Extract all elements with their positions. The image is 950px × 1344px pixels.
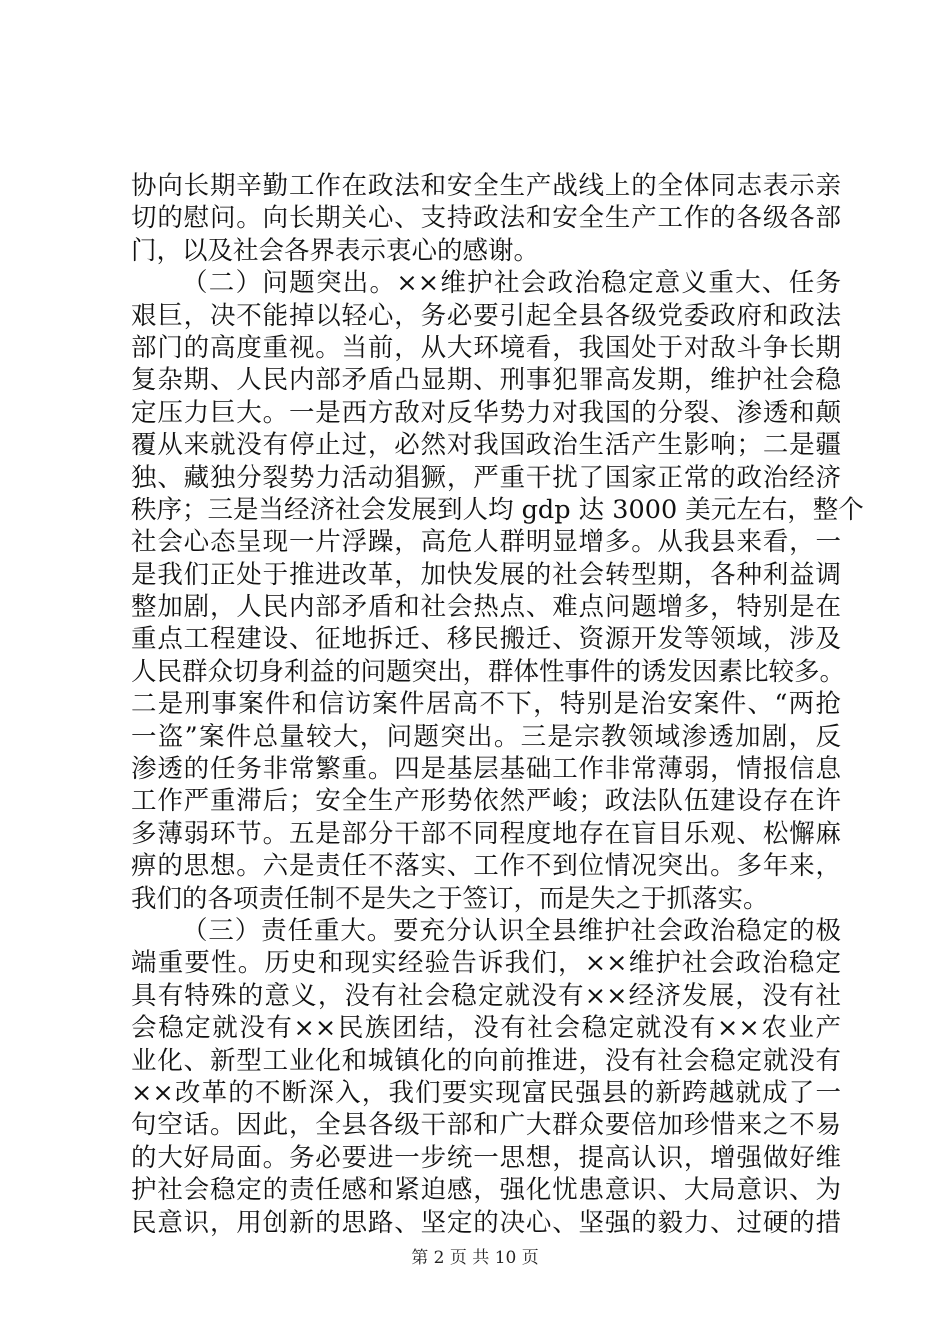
text-line: 渗透的任务非常繁重。四是基层基础工作非常薄弱，情报信息 [131, 754, 841, 785]
text-line: 切的慰问。向长期关心、支持政法和安全生产工作的各级各部 [131, 203, 841, 234]
text-line: 覆从来就没有停止过，必然对我国政治生活产生影响；二是疆 [131, 430, 841, 461]
text-line: 定压力巨大。一是西方敌对反华势力对我国的分裂、渗透和颠 [131, 397, 841, 428]
text-line: 重点工程建设、征地拆迁、移民搬迁、资源开发等领域，涉及 [131, 624, 841, 655]
text-line: 复杂期、人民内部矛盾凸显期、刑事犯罪高发期，维护社会稳 [131, 365, 841, 396]
text-line: 二是刑事案件和信访案件居高不下，特别是治安案件、“两抢 [131, 689, 841, 720]
text-line: 痹的思想。六是责任不落实、工作不到位情况突出。多年来， [131, 851, 841, 882]
text-line: （三）责任重大。要充分认识全县维护社会政治稳定的极 [182, 915, 841, 946]
text-line: 具有特殊的意义，没有社会稳定就没有××经济发展，没有社 [131, 980, 841, 1011]
text-line: 民意识，用创新的思路、坚定的决心、坚强的毅力、过硬的措 [131, 1207, 841, 1238]
text-line: 是我们正处于推进改革，加快发展的社会转型期，各种利益调 [131, 559, 841, 590]
text-line: 社会心态呈现一片浮躁，高危人群明显增多。从我县来看，一 [131, 527, 841, 558]
text-line: 端重要性。历史和现实经验告诉我们，××维护社会政治稳定 [131, 948, 841, 979]
document-body [131, 170, 864, 1239]
text-line: 门，以及社会各界表示衷心的感谢。 [131, 235, 540, 266]
text-line: 我们的各项责任制不是失之于签订，而是失之于抓落实。 [131, 883, 769, 914]
text-line: 独、藏独分裂势力活动猖獗，严重干扰了国家正常的政治经济 [131, 462, 841, 493]
text-line: 艰巨，决不能掉以轻心，务必要引起全县各级党委政府和政法 [131, 300, 841, 331]
text-line: 句空话。因此，全县各级干部和广大群众要倍加珍惜来之不易 [131, 1110, 841, 1141]
text-line: 秩序；三是当经济社会发展到人均 gdp 达 3000 美元左右，整个 [131, 494, 864, 525]
text-line: 协向长期辛勤工作在政法和安全生产战线上的全体同志表示亲 [131, 171, 841, 201]
text-line: 部门的高度重视。当前，从大环境看，我国处于对敌斗争长期 [131, 332, 841, 363]
text-line: 会稳定就没有××民族团结，没有社会稳定就没有××农业产 [131, 1013, 841, 1044]
text-line: 工作严重滞后；安全生产形势依然严峻；政法队伍建设存在许 [131, 786, 841, 817]
text-line: 的大好局面。务必要进一步统一思想，提高认识，增强做好维 [131, 1142, 841, 1173]
text-line: 业化、新型工业化和城镇化的向前推进，没有社会稳定就没有 [131, 1045, 841, 1076]
text-line: 人民群众切身利益的问题突出，群体性事件的诱发因素比较多。 [131, 656, 846, 687]
page-number-footer: 第 2 页 共 10 页 [411, 1248, 539, 1268]
text-line: ××改革的不断深入，我们要实现富民强县的新跨越就成了一 [131, 1077, 841, 1108]
text-line: 整加剧，人民内部矛盾和社会热点、难点问题增多，特别是在 [131, 592, 841, 623]
text-line: 护社会稳定的责任感和紧迫感，强化忧患意识、大局意识、为 [131, 1175, 841, 1206]
text-line: 一盗”案件总量较大，问题突出。三是宗教领域渗透加剧，反 [131, 721, 841, 752]
text-line: （二）问题突出。××维护社会政治稳定意义重大、任务 [182, 268, 841, 299]
text-line: 多薄弱环节。五是部分干部不同程度地存在盲目乐观、松懈麻 [131, 818, 841, 849]
